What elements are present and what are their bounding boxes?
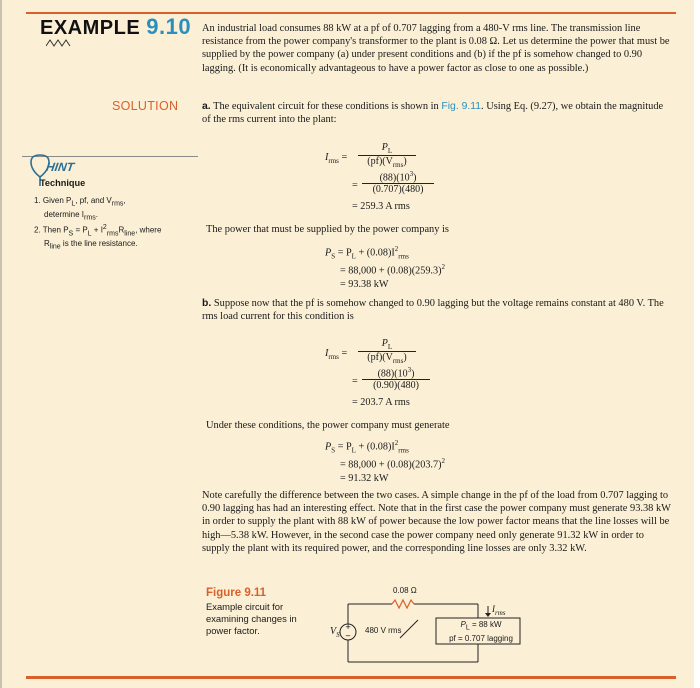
source-minus-sign: − [345, 632, 351, 640]
load-label-line2: pf = 0.707 lagging [449, 633, 513, 643]
hint-step-2-sub2: L [87, 230, 92, 238]
eq-a-ps-sub3: rms [398, 252, 409, 261]
figure-caption: Example circuit for examining changes in power factor. [206, 601, 297, 636]
figure-reference-link[interactable]: Fig. 9.11 [441, 101, 482, 112]
hint-step-2-sup: 2 [102, 224, 107, 232]
part-a-marker: a. [202, 101, 211, 112]
example-label: EXAMPLE [40, 17, 141, 39]
example-heading [40, 14, 191, 40]
eq-b-frac2-num: (88)(10 [377, 368, 408, 380]
load-label [440, 620, 522, 644]
eq-b-frac2-num-sup: 3 [407, 366, 412, 374]
hint-step-2-sub3: rms [106, 230, 119, 238]
hint-step-1-sub: L [71, 200, 76, 208]
current-label-text: I [492, 604, 495, 614]
eq-b-ps-sym: P [325, 441, 332, 453]
eq-b-frac1-den-sub: rms [392, 357, 404, 365]
part-a-intro [202, 100, 674, 126]
figure-title: Figure 9.11 [206, 587, 267, 599]
eq-b-ps-line2-text: = 88,000 + (0.08)(203.7) [340, 459, 442, 471]
eq-a-frac2-num: (88)(10 [379, 172, 410, 184]
hint-step-1-line2-text: determine I [44, 209, 85, 219]
source-label [330, 626, 340, 639]
voltage-indicator-line [400, 620, 418, 638]
hint-title: HINT [45, 160, 75, 174]
eq-b-ps-sub3: rms [398, 446, 409, 455]
problem-statement: An industrial load consumes 88 kW at a pf of 0.707 lagging from a 480-V rms line. The transmission line resistance from the power company's transformer to the plant is 0.08 Ω. Let us determine the power that must be supplied by the power company (a) under present conditions and (b) if the pf is somehow changed to 0.90 lagging. (It is economically advantageous to have a power factor as close to one as possible.) [202, 23, 670, 74]
eq-b-frac2 [362, 366, 430, 391]
eq-a-lhs-symbol: I [325, 152, 329, 163]
bottom-rule [26, 676, 676, 679]
eq-a-frac1-num: P [381, 142, 388, 153]
hint-step-1-prefix: 1. Given P [34, 196, 72, 205]
eq-a-ps-tail: + (0.08)I [355, 247, 395, 259]
current-label [492, 604, 506, 617]
eq-b-ps-sub2: L [351, 446, 356, 455]
eq-b-ps-rest: = P [335, 441, 352, 453]
hint-step-2-line2-end: is the line resistance. [60, 239, 138, 249]
hint-step-2 [34, 223, 196, 239]
eq-b-lhs-symbol: I [325, 348, 329, 359]
hint-step-2-mid3: R [118, 225, 125, 235]
load-label-line1 [440, 620, 522, 634]
eq-b-frac1-num-sub: L [387, 343, 393, 351]
hint-step-1-line2-end: . [95, 209, 98, 219]
hint-step-2-line2 [34, 239, 196, 253]
hint-step-1-line2-sub: rms [84, 214, 96, 222]
source-plus-sign: + [345, 623, 351, 631]
eq-a-frac1-den-sub: rms [392, 161, 404, 169]
hint-step-2-sub: S [68, 230, 74, 238]
eq-b-lhs-sub: rms [328, 353, 339, 362]
part-b-intro [202, 297, 674, 323]
hint-step-2-line2-text: R [44, 239, 50, 249]
eq-a-frac1-den-end: ) [403, 156, 407, 167]
eq-b-ps-sup: 2 [394, 439, 399, 447]
eq-a-frac1-den: (pf)(V [367, 156, 393, 167]
source-label-text: V [330, 626, 337, 637]
load-label-line1-sub: L [465, 624, 470, 632]
eq-b-frac2-num-end: ) [411, 368, 415, 380]
resistor-label: 0.08 Ω [393, 586, 417, 595]
eq-b-frac1-den: (pf)(V [367, 352, 393, 363]
eq-b-result: = 203.7 A rms [352, 397, 410, 408]
eq-a-frac1-num-sub: L [387, 147, 393, 155]
eq-a-ps-sym: P [325, 247, 332, 259]
hint-step-2-mid: = P [73, 225, 88, 235]
example-number: 9.10 [146, 14, 192, 39]
eq-b-ps-tail: + (0.08)I [355, 441, 395, 453]
hint-step-1-end: , [123, 196, 126, 205]
hint-step-2-prefix: 2. Then P [34, 225, 69, 235]
squiggle-icon [46, 38, 76, 48]
hint-step-1 [34, 196, 196, 210]
eq-a-frac2-num-sup: 3 [409, 170, 414, 178]
eq-a-ps-line2-text: = 88,000 + (0.08)(259.3) [340, 265, 442, 277]
eq-b-lhs: $I_{rms}$ = [325, 348, 348, 362]
eq-b-equals2: = [352, 376, 358, 387]
eq-a-equals2: = [352, 180, 358, 191]
hint-step-1-mid: , pf, and V [75, 196, 112, 205]
eq-a-ps-sub: S [331, 252, 336, 261]
eq-a-lhs: $I_{rms}$ = [325, 152, 348, 166]
eq-a-lhs-sub: rms [328, 157, 339, 166]
part-a-text-before: The equivalent circuit for these conditions is shown in [213, 101, 439, 112]
eq-a-ps-line3: = 93.38 kW [340, 279, 389, 290]
voltage-label: 480 V rms [365, 626, 402, 635]
eq-b-ps-line2-sup: 2 [441, 457, 445, 465]
note-paragraph: Note carefully the difference between the two cases. A simple change in the pf of the load from 0.707 lagging to 0.90 lagging has had an interesting effect. Note that in the first case the power company must generate 93.38 kW in order to supply the plant with 88 kW of power because the low power factor means that the line losses will be high—5.38 kW. However, in the second case the power company need only generate 91.32 kW in order to supply the plant with its required power, and the corresponding line losses are only 3.32 kW. [202, 490, 671, 554]
eq-b-ps-sub: S [331, 446, 336, 455]
hint-step-2-line2-sub: line [49, 244, 61, 252]
eq-a-frac2-den: (0.707)(480) [372, 184, 424, 196]
right-page-edge [694, 0, 700, 688]
load-label-line1-end: = 88 kW [469, 620, 502, 629]
part-a-text-after: . Using Eq. (9.27), we obtain the magnitude of the rms current into the plant: [202, 101, 664, 126]
eq-a-ps-line2 [340, 261, 445, 277]
current-arrowhead-icon [485, 613, 491, 617]
eq-a-frac1 [358, 142, 416, 169]
hint-steps [34, 196, 196, 253]
left-margin-rule [0, 0, 2, 688]
source-label-sub: S [336, 631, 340, 639]
resistor-icon [392, 600, 414, 608]
part-a-supply-text: The power that must be supplied by the power company is [206, 224, 449, 235]
eq-b-ps-line3: = 91.32 kW [340, 473, 389, 484]
eq-a-ps-sub2: L [351, 252, 356, 261]
hint-technique-label: Technique [40, 178, 86, 188]
eq-a-ps-sup: 2 [394, 245, 399, 253]
eq-a-frac2 [362, 170, 434, 195]
hint-step-2-sub4: line [124, 230, 136, 238]
eq-b-frac2-den: (0.90)(480) [373, 380, 419, 392]
part-b-text: Suppose now that the pf is somehow changed to 0.90 lagging but the voltage remains constant at 480 V. The rms load current for this condition is [202, 298, 664, 323]
eq-a-frac2-num-end: ) [413, 172, 417, 184]
load-label-line1-sym: P [460, 620, 466, 629]
hint-step-2-end: , where [135, 225, 162, 235]
eq-b-frac1 [358, 338, 416, 365]
hint-step-1-sub2: rms [111, 200, 124, 208]
hint-step-1-line2 [34, 210, 196, 224]
eq-a-ps-line2-sup: 2 [441, 263, 445, 271]
eq-a-ps-rest: = P [335, 247, 352, 259]
eq-b-ps-line2 [340, 455, 445, 471]
solution-label: SOLUTION [112, 99, 179, 113]
current-label-sub: rms [495, 608, 506, 617]
eq-b-frac1-num: P [381, 338, 388, 349]
eq-b-frac1-den-end: ) [403, 352, 407, 363]
part-b-generate-text: Under these conditions, the power company must generate [206, 420, 450, 431]
eq-a-result: = 259.3 A rms [352, 201, 410, 212]
part-b-marker: b. [202, 298, 212, 309]
hint-step-2-mid2: + I [91, 225, 103, 235]
